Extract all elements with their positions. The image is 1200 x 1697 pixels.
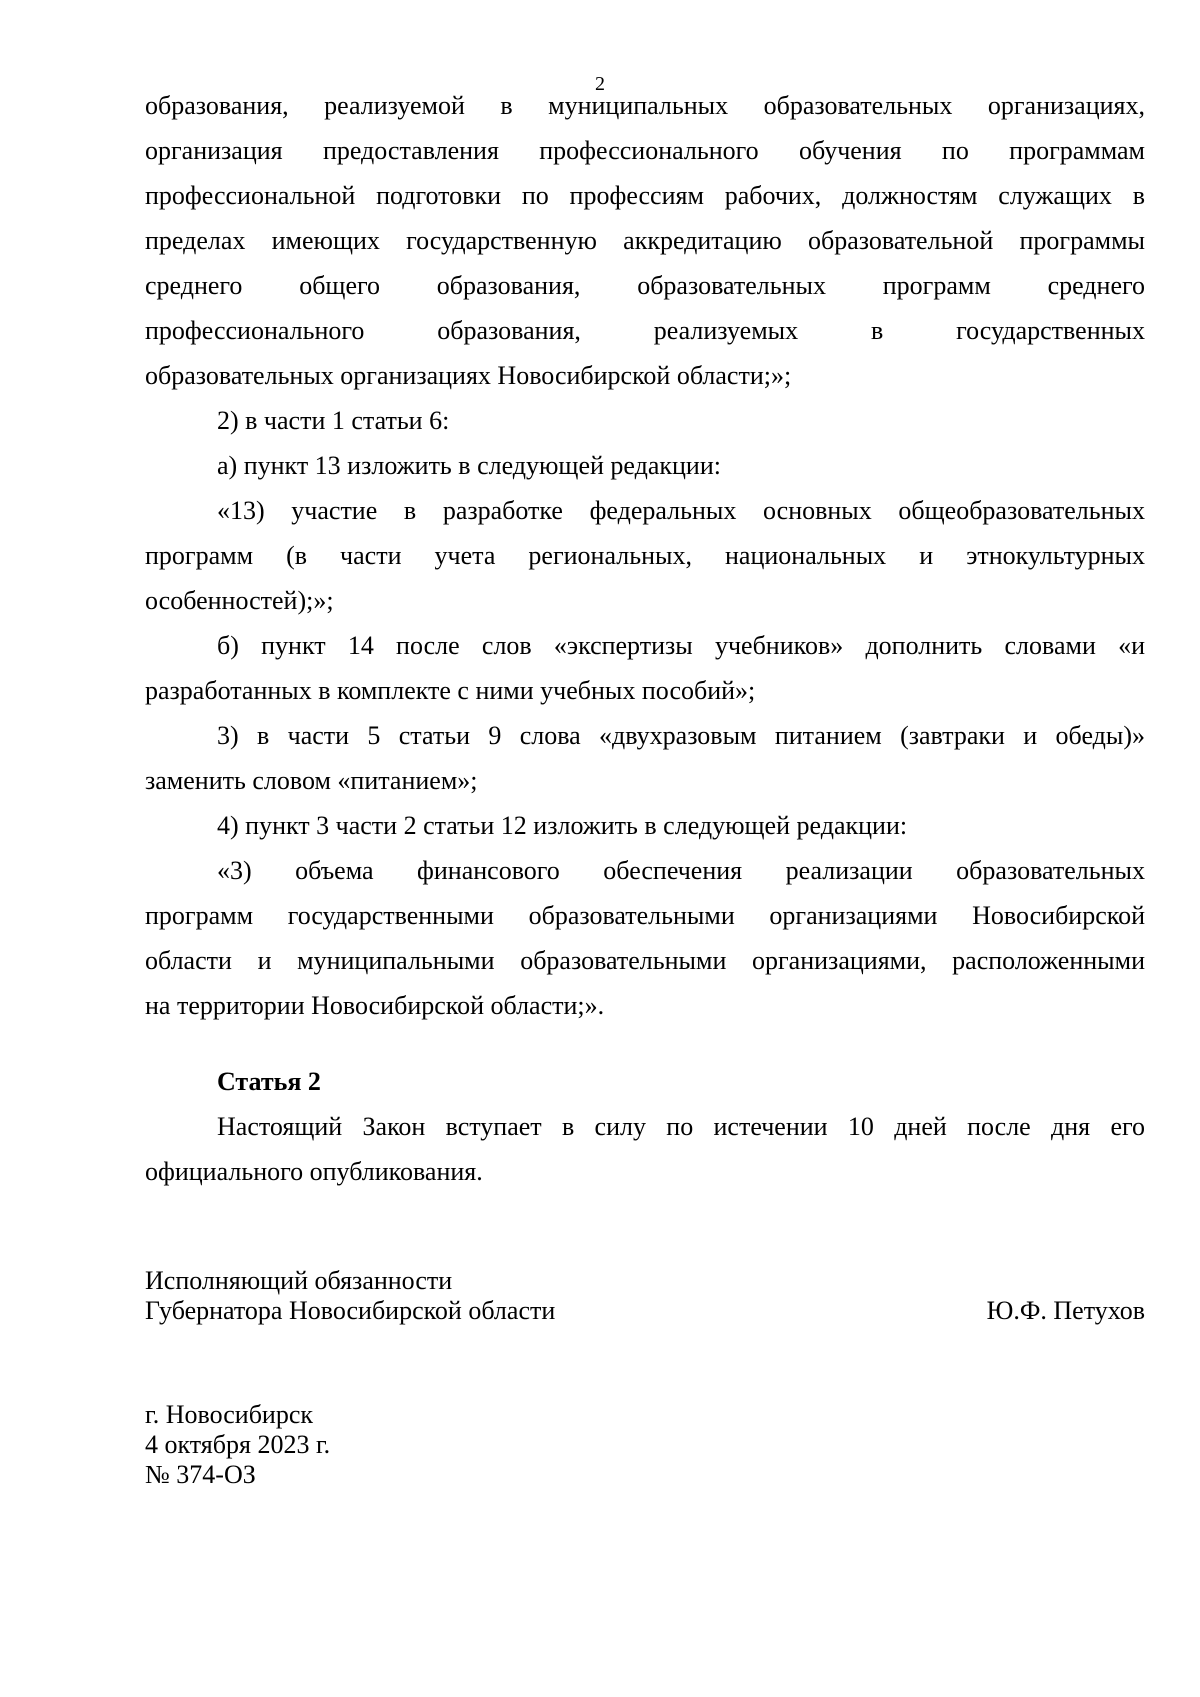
footer-law-number: № 374-ОЗ <box>145 1460 256 1489</box>
body-line: заменить словом «питанием»; <box>145 766 478 795</box>
signatory-name: Ю.Ф. Петухов <box>986 1296 1145 1325</box>
body-line: среднего общего образования, образовательных программ среднего <box>145 271 1145 300</box>
page-number: 2 <box>595 73 605 95</box>
body-line: пределах имеющих государственную аккредитацию образовательной программы <box>145 226 1145 255</box>
body-line: разработанных в комплекте с ними учебных пособий»; <box>145 676 756 705</box>
article-text-line: официального опубликования. <box>145 1157 483 1186</box>
body-line: 3) в части 5 статьи 9 слова «двухразовым питанием (завтраки и обеды)» <box>217 721 1145 750</box>
body-line: профессионального образования, реализуемых в государственных <box>145 316 1145 345</box>
body-line: программ государственными образовательными организациями Новосибирской <box>145 901 1145 930</box>
signature-position-line1: Исполняющий обязанности <box>145 1266 453 1295</box>
article-heading: Статья 2 <box>217 1067 321 1096</box>
body-line: 2) в части 1 статьи 6: <box>217 406 450 435</box>
article-text-line: Настоящий Закон вступает в силу по истечении 10 дней после дня его <box>217 1112 1145 1141</box>
signature-position-line2: Губернатора Новосибирской области <box>145 1296 556 1325</box>
body-line: 4) пункт 3 части 2 статьи 12 изложить в следующей редакции: <box>217 811 908 840</box>
body-line: «3) объема финансового обеспечения реализации образовательных <box>217 856 1145 885</box>
body-line: организация предоставления профессионального обучения по программам <box>145 136 1145 165</box>
body-line: профессиональной подготовки по профессиям рабочих, должностям служащих в <box>145 181 1145 210</box>
body-line: б) пункт 14 после слов «экспертизы учебников» дополнить словами «и <box>217 631 1145 660</box>
body-line: на территории Новосибирской области;». <box>145 991 605 1020</box>
footer-date: 4 октября 2023 г. <box>145 1430 331 1459</box>
body-line: области и муниципальными образовательными организациями, расположенными <box>145 946 1145 975</box>
body-line: программ (в части учета региональных, национальных и этнокультурных <box>145 541 1145 570</box>
body-line: особенностей);»; <box>145 586 334 615</box>
body-line: а) пункт 13 изложить в следующей редакции: <box>217 451 721 480</box>
body-line: «13) участие в разработке федеральных основных общеобразовательных <box>217 496 1145 525</box>
body-line: образования, реализуемой в муниципальных образовательных организациях, <box>145 91 1145 120</box>
footer-city: г. Новосибирск <box>145 1400 314 1429</box>
body-line: образовательных организациях Новосибирской области;»; <box>145 361 792 390</box>
